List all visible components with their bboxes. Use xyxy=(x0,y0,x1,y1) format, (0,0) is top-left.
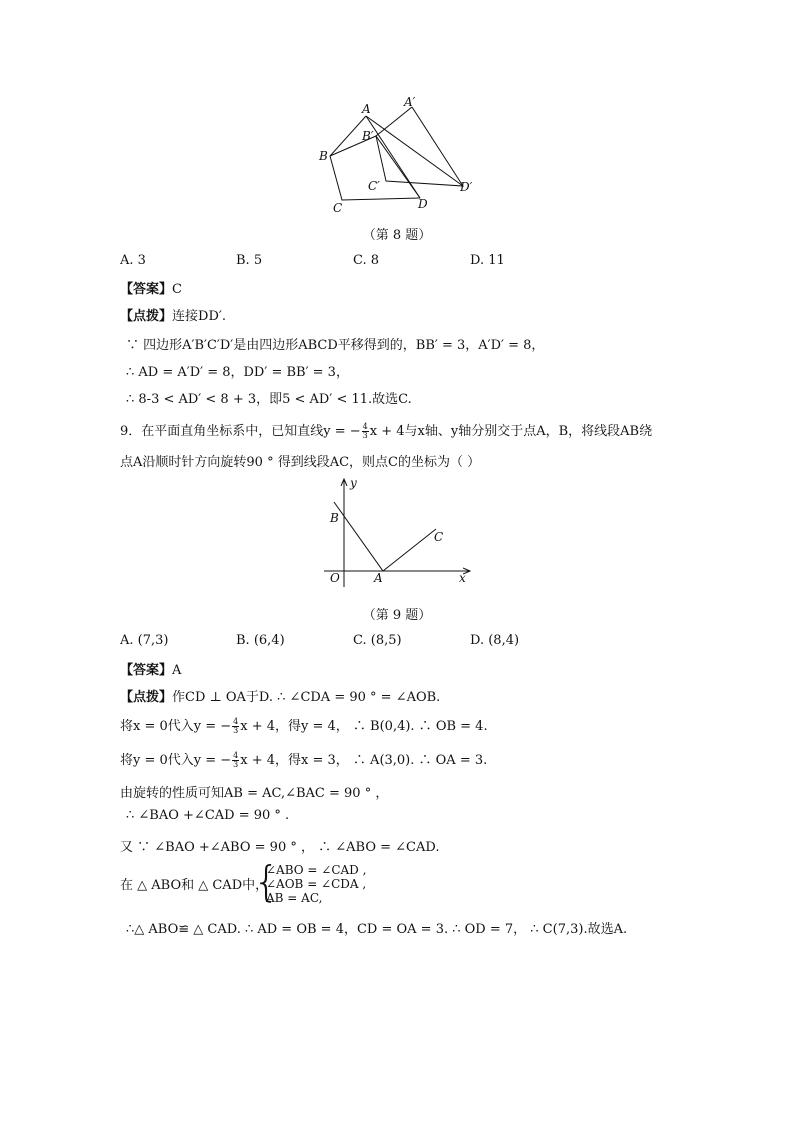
figure-8-caption: （第 8 题） xyxy=(362,228,432,243)
q9-stem-part-a: 9．在平面直角坐标系中，已知直线y = − xyxy=(120,424,361,439)
sub1-part-a: 将x = 0代入y = − xyxy=(120,719,232,734)
frac-den: 3 xyxy=(233,760,239,769)
label-B: B xyxy=(319,149,328,163)
q9-option-d: D. (8,4) xyxy=(470,633,520,648)
quad-a1b1c1d1 xyxy=(376,107,463,186)
q9-sub-1 xyxy=(120,715,488,735)
answer-value: C xyxy=(172,282,182,297)
label-D-prime: D′ xyxy=(460,180,473,194)
label-A: A xyxy=(362,102,371,116)
q9-final-line: ∴△ ABO≌ △ CAD. ∴ AD = OB = 4，CD = OA = 3. ∴ OD = 7， ∴ C(7,3).故选A. xyxy=(126,922,628,937)
fraction-4-3 xyxy=(232,752,239,769)
answer-value: A xyxy=(172,663,182,678)
label-x: x xyxy=(459,571,466,585)
q8-hint-line-1: ∵ 四边形A′B′C′D′是由四边形ABCD平移得到的，BB′ = 3，A′D′ = 8， xyxy=(126,338,545,353)
q9-answer xyxy=(120,659,181,678)
q8-option-b: B. 5 xyxy=(236,253,263,268)
sub2-part-a: 将y = 0代入y = − xyxy=(120,753,232,768)
left-brace: { xyxy=(253,857,280,906)
sub1-part-b: x + 4，得y = 4， ∴ B(0,4). ∴ OB = 4. xyxy=(240,719,488,734)
q9-sum-line: ∴ ∠BAO +∠CAD = 90 ° . xyxy=(126,808,290,823)
label-A: A xyxy=(374,571,383,585)
sub2-part-b: x + 4，得x = 3， ∴ A(3,0). ∴ OA = 3. xyxy=(240,753,488,768)
q9-hint xyxy=(120,686,440,705)
segment-ac xyxy=(383,529,436,571)
frac-den: 3 xyxy=(362,431,368,440)
brace-items xyxy=(266,863,366,905)
q8-option-d: D. 11 xyxy=(470,253,505,268)
q9-option-b: B. (6,4) xyxy=(236,633,285,648)
hint-text: 作CD ⊥ OA于D. ∴ ∠CDA = 90 ° = ∠AOB. xyxy=(172,690,441,705)
brace-item-2: ∠AOB = ∠CDA , xyxy=(266,877,367,891)
q8-option-a: A. 3 xyxy=(120,253,146,268)
brace-item-3: AB = AC, xyxy=(266,891,323,905)
q8-hint-line-2: ∴ AD = A′D′ = 8，DD′ = BB′ = 3， xyxy=(126,365,349,380)
q9-option-c: C. (8,5) xyxy=(353,633,402,648)
frac-num: 4 xyxy=(362,422,368,431)
figure-8 xyxy=(310,90,490,220)
segment-ab xyxy=(334,502,383,571)
brace-lead: 在 △ ABO和 △ CAD中， xyxy=(120,878,269,893)
hint-tag: 【点拨】 xyxy=(120,309,173,324)
label-y: y xyxy=(350,476,357,490)
label-D: D xyxy=(418,197,428,211)
fraction-4-3 xyxy=(232,718,239,735)
answer-tag: 【答案】 xyxy=(120,282,173,297)
q9-stem-part-b: x + 4与x轴、y轴分别交于点A，B，将线段AB绕 xyxy=(369,424,653,439)
label-O: O xyxy=(330,571,340,585)
hint-tag: 【点拨】 xyxy=(120,690,173,705)
label-A-prime: A′ xyxy=(404,95,416,109)
q8-hint xyxy=(120,305,226,324)
q8-hint-line-3: ∴ 8-3 < AD′ < 8 + 3，即5 < AD′ < 11.故选C. xyxy=(126,392,412,407)
q9-sub-2 xyxy=(120,749,487,769)
label-C: C xyxy=(333,201,343,215)
fraction-4-3 xyxy=(362,423,369,440)
brace-item-1: ∠ABO = ∠CAD , xyxy=(266,863,367,877)
label-C-prime: C′ xyxy=(368,179,380,193)
figure-9 xyxy=(320,475,480,590)
q8-option-c: C. 8 xyxy=(353,253,380,268)
label-B-prime: B′ xyxy=(362,129,374,143)
label-C: C xyxy=(434,530,444,544)
q9-also-line: 又 ∵ ∠BAO +∠ABO = 90 ° ， ∴ ∠ABO = ∠CAD. xyxy=(120,840,440,855)
hint-text: 连接DD′. xyxy=(172,309,226,324)
frac-den: 3 xyxy=(233,726,239,735)
frac-num: 4 xyxy=(233,751,239,760)
answer-tag: 【答案】 xyxy=(120,663,173,678)
q9-stem-line-2: 点A沿顺时针方向旋转90 ° 得到线段AC，则点C的坐标为（ ） xyxy=(120,455,481,470)
figure-9-caption: （第 9 题） xyxy=(362,608,432,623)
q9-stem-line-1 xyxy=(120,420,652,440)
q9-rotation-line: 由旋转的性质可知AB = AC,∠BAC = 90 ° ， xyxy=(120,786,389,801)
q9-option-a: A. (7,3) xyxy=(120,633,169,648)
frac-num: 4 xyxy=(233,717,239,726)
q8-answer xyxy=(120,278,182,297)
label-B: B xyxy=(330,511,339,525)
